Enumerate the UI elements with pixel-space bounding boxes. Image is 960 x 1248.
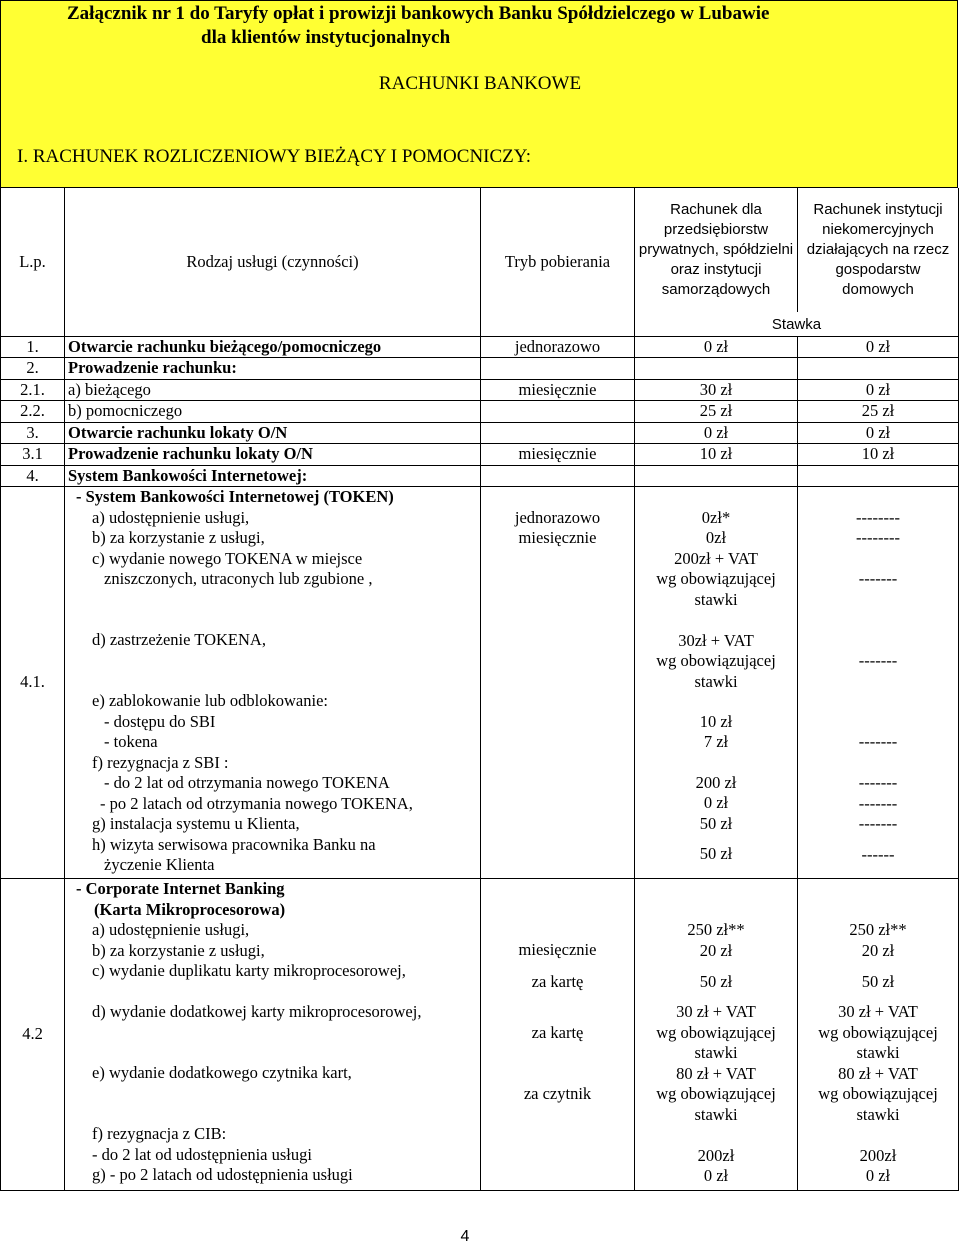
table-row: 3. Otwarcie rachunku lokaty O/N 0 zł 0 zł bbox=[1, 422, 959, 444]
cib-lp: 4.2 bbox=[1, 879, 65, 1191]
table-row: 2.2. b) pomocniczego 25 zł 25 zł bbox=[1, 401, 959, 423]
col-header-lp: L.p. bbox=[1, 188, 65, 336]
header-line1: Załącznik nr 1 do Taryfy opłat i prowizji bankowych Banku Spółdzielczego w Lubawie bbox=[67, 3, 770, 24]
cib-block: 4.2 - Corporate Internet Banking (Karta Mikroprocesorowa) a) udostępnienie usługi, b) za korzystanie z usługi, c) wydanie duplikatu karty mikroprocesorowej, d) wydanie dodatkowej karty mikroprocesorowej, e) wydanie dodatkowego czytnika kart, f) rezygnacja z CIB: - do 2 lat od udostępnienia usługi g) - po 2 latach od udostępnienia usługi miesięcznie za kartę za kartę za czytnik 250 zł** 20 zł 50 zł 30 zł + VAT wg obowiązującej stawki 80 zł + VAT wg obowiązującej stawki 200zł 0 zł 250 zł** 20 zł 50 zł 30 zł + VAT wg obowiązującej stawki 80 zł + VAT wg obowiązującej stawki 200zł 0 zł bbox=[1, 879, 959, 1191]
table-row: 4. System Bankowości Internetowej: bbox=[1, 465, 959, 487]
sbi-title: - System Bankowości Internetowej (TOKEN) bbox=[76, 487, 394, 506]
fee-table bbox=[0, 188, 959, 1191]
col-header-mode: Tryb pobierania bbox=[481, 188, 635, 336]
cib-title: - Corporate Internet Banking bbox=[76, 879, 285, 898]
col-header-a: Rachunek dla przedsiębiorstw prywatnych, spółdzielni oraz instytucji samorządowych bbox=[635, 188, 798, 312]
subsection-title: I. RACHUNEK ROZLICZENIOWY BIEŻĄCY I POMOCNICZY: bbox=[17, 146, 532, 167]
section-title: RACHUNKI BANKOWE bbox=[378, 73, 582, 94]
table-row: 3.1 Prowadzenie rachunku lokaty O/N miesięcznie 10 zł 10 zł bbox=[1, 444, 959, 466]
table-row: 1. Otwarcie rachunku bieżącego/pomocniczego jednorazowo 0 zł 0 zł bbox=[1, 336, 959, 358]
sbi-lp: 4.1. bbox=[1, 487, 65, 879]
page-number: 4 bbox=[460, 1228, 470, 1245]
table-row: 2. Prowadzenie rachunku: bbox=[1, 358, 959, 380]
header-banner bbox=[0, 0, 958, 188]
table-row: 2.1. a) bieżącego miesięcznie 30 zł 0 zł bbox=[1, 379, 959, 401]
col-header-service: Rodzaj usługi (czynności) bbox=[65, 188, 481, 336]
col-header-b: Rachunek instytucji niekomercyjnych działających na rzecz gospodarstw domowych bbox=[798, 188, 959, 312]
col-header-rate: Stawka bbox=[635, 312, 959, 336]
header-line2: dla klientów instytucjonalnych bbox=[201, 27, 451, 48]
sbi-block: 4.1. - System Bankowości Internetowej (TOKEN) a) udostępnienie usługi, b) za korzystanie z usługi, c) wydanie nowego TOKENA w miejsce zniszczonych, utraconych lub zgubione , d) zastrzeżenie TOKENA, e) zablokowanie lub odblokowanie: - dostępu do SBI - tokena f) rezygnacja z SBI : - do 2 lat od otrzymania nowego TOKENA - po 2 latach od otrzymania nowego TOKENA, g) instalacja systemu u Klienta, h) wizyta serwisowa pracownika Banku na życzenie Klienta jednorazowo miesięcznie 0zł* 0zł 200zł + VAT wg obowiązującej stawki 30zł + VAT wg obowiązującej stawki 10 zł 7 zł 200 zł 0 zł 50 zł 50 zł -------- -------- ------- ------- ------- ------- ------- ------- ------ bbox=[1, 487, 959, 879]
